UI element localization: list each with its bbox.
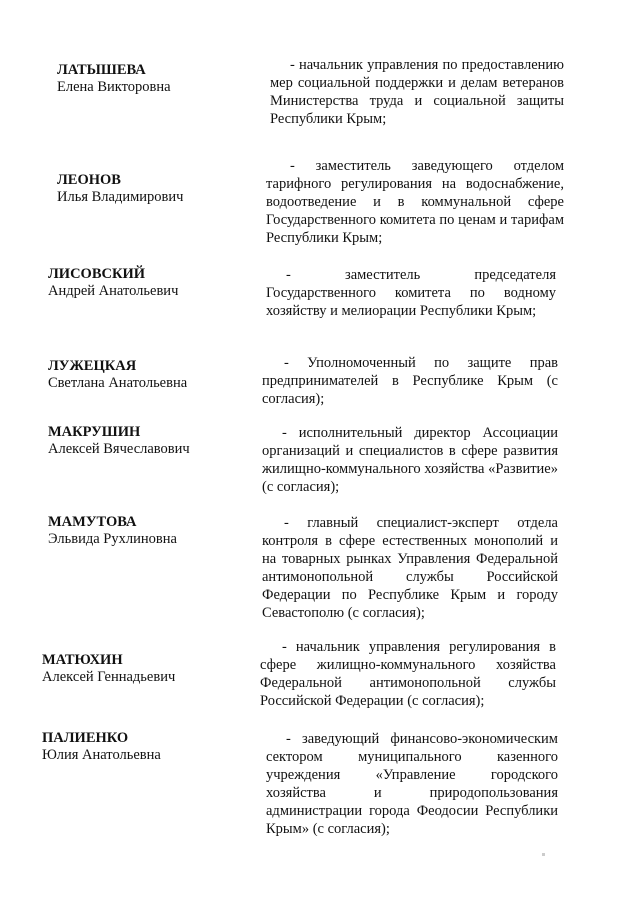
member-given-names: Андрей Анатольевич <box>48 283 179 299</box>
member-name <box>48 266 258 300</box>
member-given-names: Юлия Анатольевна <box>42 747 161 763</box>
member-given-names: Елена Викторовна <box>57 79 171 95</box>
member-position: - начальник управления по предоставлению мер социальной поддержки и делам ветеранов Министерства труда и социальной защиты Республики Крым; <box>270 57 564 127</box>
member-position: - заместитель заведующего отделом тарифного регулирования на водоснабжение, водоотведение и в коммунальной сфере Государственного комитета по ценам и тарифам Республики Крым; <box>266 158 564 246</box>
member-name <box>57 62 267 96</box>
member-name <box>42 730 252 764</box>
member-position: - начальник управления регулирования в сфере жилищно-коммунального хозяйства Федеральной антимонопольной службы Российской Федерации (с согласия); <box>260 639 556 709</box>
scan-speck <box>542 853 545 856</box>
member-surname: ЛАТЫШЕВА <box>57 62 146 78</box>
member-position: - главный специалист-эксперт отдела контроля в сфере естественных монополий и на товарных рынках Управления Федеральной антимонопольной службы Российской Федерации по Республике Крым и городу Севастополю (с согласия); <box>262 515 558 621</box>
member-given-names: Эльвида Рухлиновна <box>48 531 177 547</box>
member-position: - Уполномоченный по защите прав предпринимателей в Республике Крым (с согласия); <box>262 355 558 407</box>
member-surname: ПАЛИЕНКО <box>42 730 129 746</box>
member-name <box>42 652 252 686</box>
member-name <box>48 514 258 548</box>
member-surname: ЛИСОВСКИЙ <box>48 266 146 282</box>
member-given-names: Светлана Анатольевна <box>48 375 188 391</box>
member-surname: МАТЮХИН <box>42 652 123 668</box>
member-surname: МАКРУШИН <box>48 424 141 440</box>
member-surname: МАМУТОВА <box>48 514 137 530</box>
member-name <box>48 358 258 392</box>
member-position: - исполнительный директор Ассоциации организаций и специалистов в сфере развития жилищно-коммунального хозяйства «Развитие» (с согласия); <box>262 425 558 495</box>
member-name <box>57 172 267 206</box>
member-surname: ЛЕОНОВ <box>57 172 121 188</box>
member-name <box>48 424 258 458</box>
member-position: - заместитель председателя Государственного комитета по водному хозяйству и мелиорации Республики Крым; <box>266 267 556 319</box>
member-given-names: Алексей Вячеславович <box>48 441 190 457</box>
member-position: - заведующий финансово-экономическим сектором муниципального казенного учреждения «Управление городского хозяйства и природопользования администрации города Феодосии Республики Крым» (с согласия); <box>266 731 558 837</box>
member-surname: ЛУЖЕЦКАЯ <box>48 358 137 374</box>
member-given-names: Алексей Геннадьевич <box>42 669 176 685</box>
member-given-names: Илья Владимирович <box>57 189 184 205</box>
